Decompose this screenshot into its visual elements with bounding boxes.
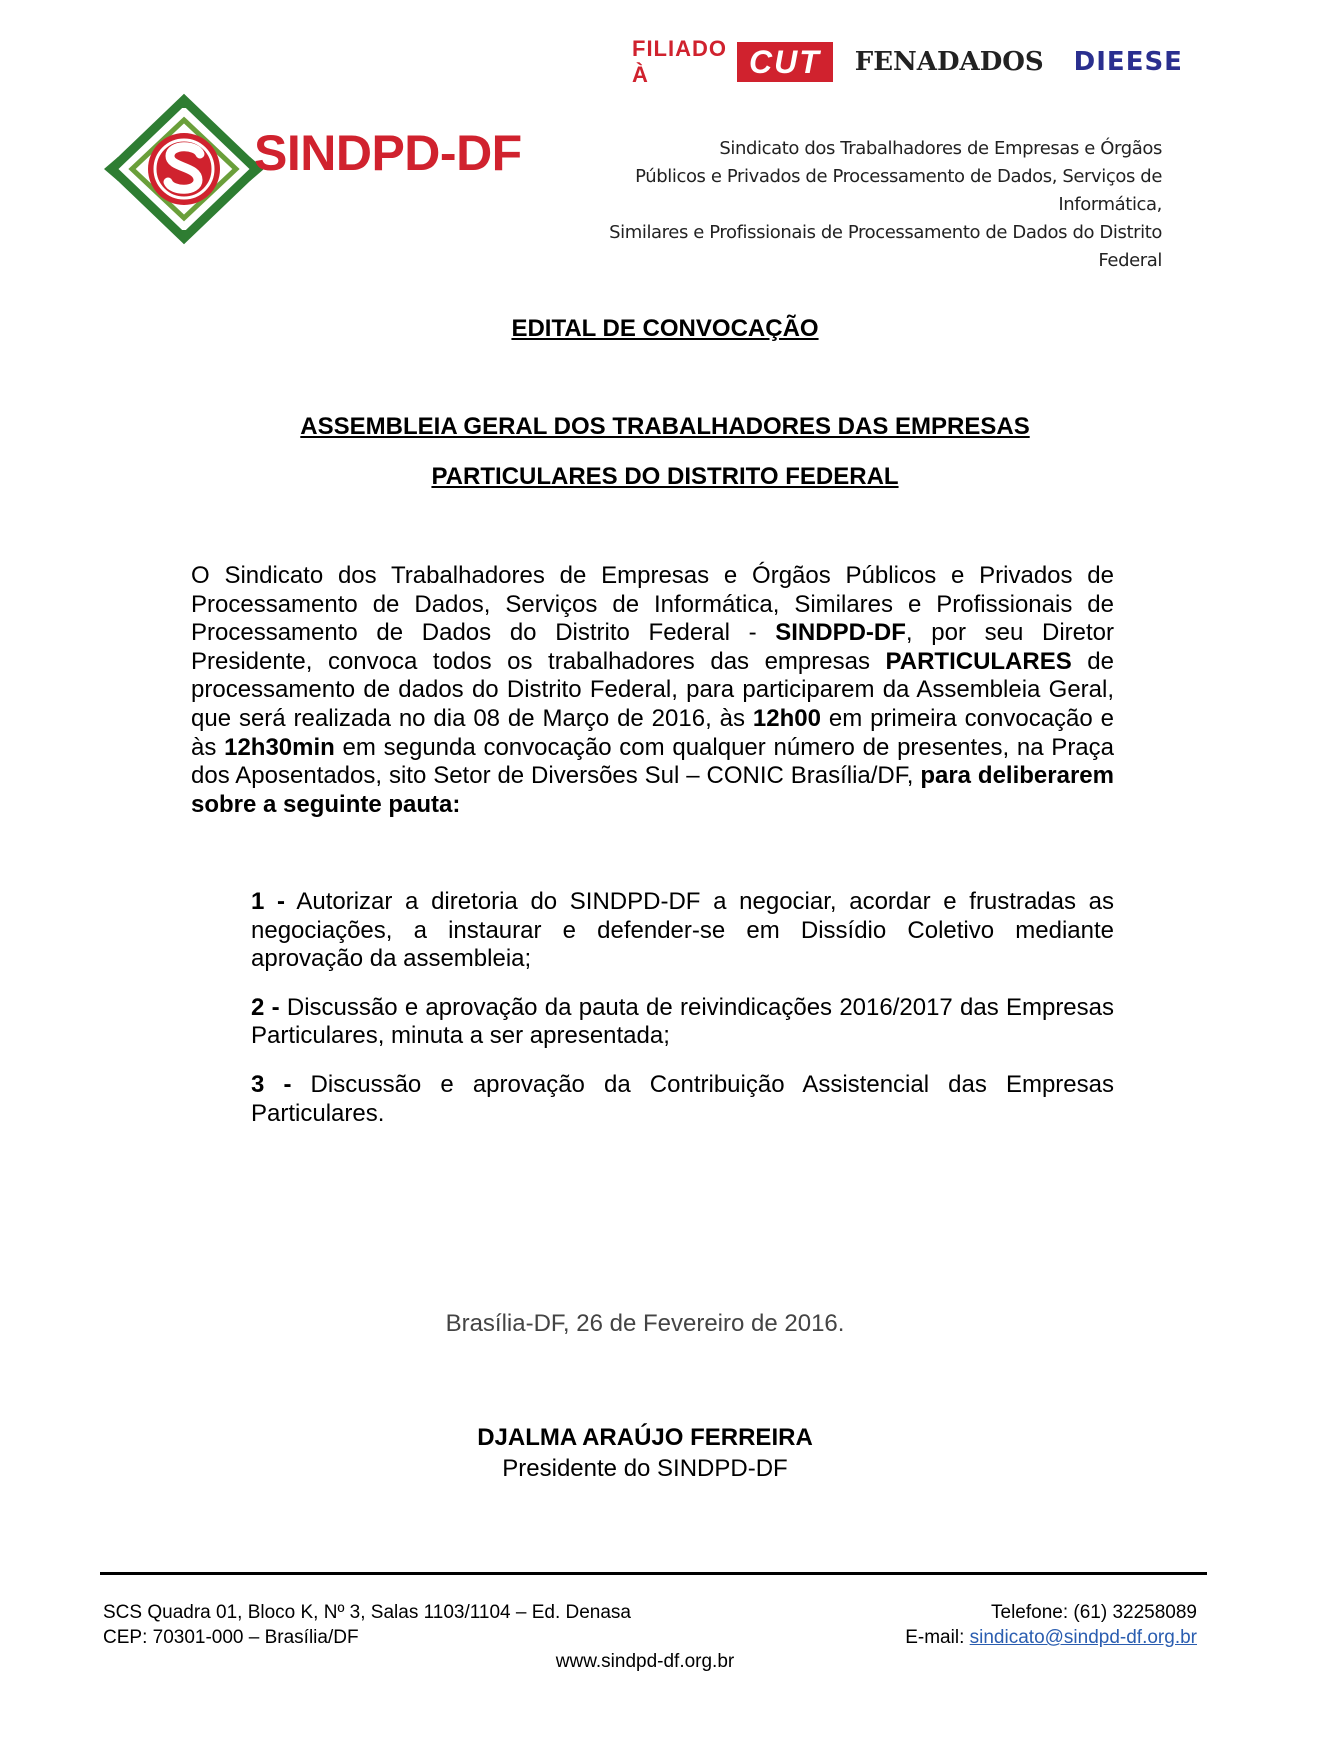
footer-address	[103, 1600, 631, 1650]
body-bold: PARTICULARES	[885, 647, 1072, 675]
affiliation-strip	[632, 36, 1183, 87]
body-text: em segunda convocação com qualquer número de presentes, na Praça dos Aposentados, sito Setor de Diversões Sul – CONIC Brasília/DF,	[191, 733, 1115, 790]
agenda-item	[251, 994, 1114, 1051]
body-bold: 12h00	[752, 704, 821, 732]
body-bold: para deliberarem sobre a seguinte pauta:	[191, 762, 1114, 818]
sindpd-logo-text: SINDPD-DF	[254, 125, 522, 181]
agenda-text: Autorizar a diretoria do SINDPD-DF a negociar, acordar e frustradas as negociações, a instaurar e defender-se em Dissídio Coletivo mediante aprovação da assembleia;	[251, 888, 1114, 973]
cut-logo: CUT	[737, 42, 833, 82]
agenda-text: Discussão e aprovação da Contribuição Assistencial das Empresas Particulares.	[251, 1070, 1114, 1127]
email-link[interactable]: sindicato@sindpd-df.org.br	[969, 1627, 1197, 1648]
phone: Telefone: (61) 32258089	[991, 1602, 1197, 1623]
body-bold: 12h30min	[224, 733, 335, 761]
document-subtitle-line2: PARTICULARES DO DISTRITO FEDERAL	[431, 463, 899, 490]
footer-website	[0, 1651, 1290, 1672]
email-label: E-mail:	[905, 1627, 970, 1648]
agenda-text: Discussão e aprovação da pauta de reivindicações 2016/2017 das Empresas Particulares, minuta a ser apresentada;	[251, 993, 1115, 1050]
address-line: CEP: 70301-000 – Brasília/DF	[103, 1627, 359, 1648]
website-link[interactable]: www.sindpd-df.org.br	[555, 1651, 735, 1672]
union-name-line: Similares e Profissionais de Processamento de Dados do Distrito Federal	[609, 222, 1162, 271]
agenda-list	[251, 888, 1114, 1148]
union-name-line: Públicos e Privados de Processamento de Dados, Serviços de Informática,	[635, 166, 1162, 215]
convocation-paragraph	[191, 562, 1114, 819]
signatory-role: Presidente do SINDPD-DF	[502, 1455, 788, 1482]
agenda-item	[251, 1071, 1114, 1128]
body-text: de processamento de dados do Distrito Federal, para participarem da Assembleia Geral, que será realizada no dia 08 de Março de 2016, às	[191, 647, 1114, 732]
sindpd-logo-icon	[104, 94, 264, 244]
footer-contact	[905, 1600, 1197, 1650]
body-text: , por seu Diretor Presidente, convoca todos os trabalhadores das empresas	[191, 619, 1114, 675]
dieese-logo: DIEESE	[1073, 47, 1183, 77]
union-full-name	[600, 135, 1162, 275]
signatory-name: DJALMA ARAÚJO FERREIRA	[477, 1424, 813, 1451]
address-line: SCS Quadra 01, Bloco K, Nº 3, Salas 1103/1104 – Ed. Denasa	[103, 1602, 632, 1623]
agenda-number: 2 -	[251, 993, 280, 1021]
body-text: O Sindicato dos Trabalhadores de Empresas e Órgãos Públicos e Privados de Processamento de Dados, Serviços de Informática, Similares e Profissionais de Processamento de Dados do Distrito Federal -	[191, 562, 1114, 647]
agenda-number: 3 -	[251, 1070, 292, 1098]
agenda-item	[251, 888, 1114, 974]
document-title: EDITAL DE CONVOCAÇÃO	[511, 315, 819, 342]
place-date: Brasília-DF, 26 de Fevereiro de 2016.	[445, 1310, 845, 1337]
union-name-line: Sindicato dos Trabalhadores de Empresas e Órgãos	[719, 138, 1162, 159]
email-row	[905, 1625, 1197, 1650]
body-bold: SINDPD-DF	[775, 619, 906, 647]
fenadados-logo: FENADADOS	[854, 47, 1044, 77]
affiliation-label: FILIADO À	[632, 36, 727, 87]
footer-divider	[100, 1572, 1207, 1575]
body-text: em primeira convocação e às	[191, 704, 1114, 761]
document-subtitle-line1: ASSEMBLEIA GERAL DOS TRABALHADORES DAS EMPRESAS	[300, 413, 1030, 440]
agenda-number: 1 -	[251, 888, 286, 915]
